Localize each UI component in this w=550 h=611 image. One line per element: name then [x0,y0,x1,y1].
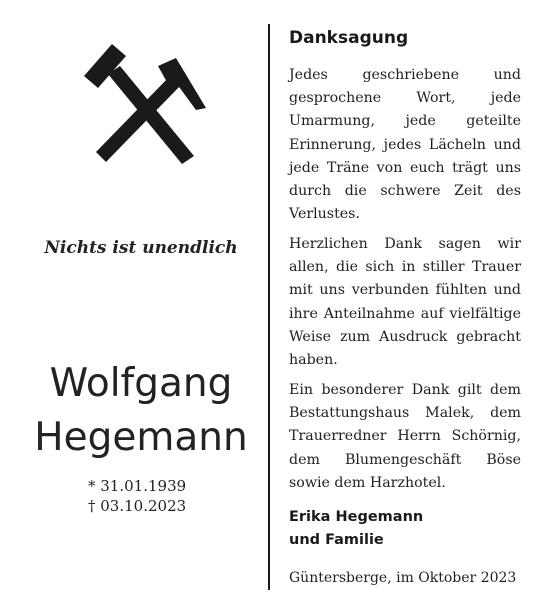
thanks-paragraph: Ein besonderer Dank gilt dem Bestattungshaus Malek, dem Trauerredner Herrn Schörnig, dem Blumengeschäft Böse sowie dem Harzhotel. [289,382,521,491]
first-name: Wolfgang [49,361,233,406]
vertical-divider [268,24,270,590]
thanks-panel [289,0,521,611]
birth-date: * 31.01.1939 [88,477,187,495]
signature-family: und Familie [289,532,384,548]
last-name: Hegemann [34,415,248,460]
life-dates [88,476,248,516]
motto: Nichts ist unendlich [44,238,238,258]
death-date: † 03.10.2023 [88,497,187,515]
thanks-paragraph: Jedes geschriebene und gesprochene Wort, jede Umarmung, jede geteilte Erinnerung, jedes Lächeln und jede Träne von euch trägt uns durch die schwere Zeit des Verlustes. [289,67,521,223]
thanks-heading: Danksagung [289,28,409,48]
signature-name: Erika Hegemann [289,509,424,525]
place-and-date: Güntersberge, im Oktober 2023 [289,570,517,586]
hammer-and-pick-icon [78,40,210,172]
left-panel [0,0,268,611]
signature [289,506,423,552]
thanks-paragraph: Herzlichen Dank sagen wir allen, die sich in stiller Trauer mit uns verbunden fühlten und ihre Anteilnahme auf vielfältige Weise zum Ausdruck gebracht haben. [289,236,521,369]
